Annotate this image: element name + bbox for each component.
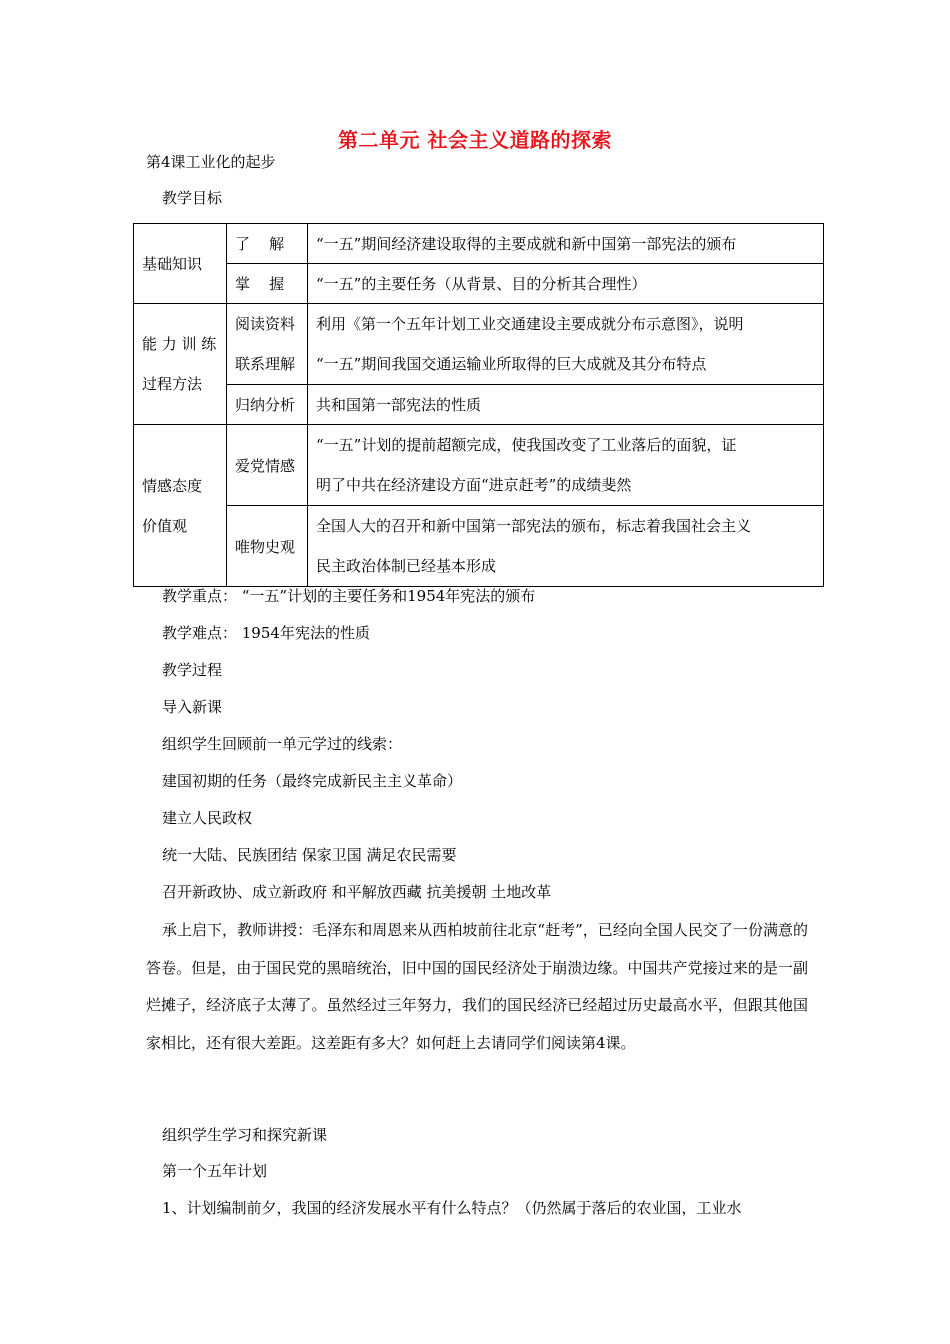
category-ability-line1: 能 力 训 练 [142,335,217,353]
row-label-reading-line2: 联系理解 [235,355,296,373]
row-label-understand: 了 解 [227,224,308,264]
section-heading: 第一个五年计划 [162,1162,268,1180]
category-basic-knowledge: 基础知识 [134,224,227,304]
question-1: 1、计划编制前夕，我国的经济发展水平有什么特点？（仍然属于落后的农业国，工业水 [162,1199,742,1217]
lesson-title: 第4课工业化的起步 [146,153,276,171]
objectives-heading: 教学目标 [162,189,223,207]
row-content-party-line2: 明了中共在经济建设方面“进京赶考”的成绩斐然 [316,476,632,494]
row-content-materialism-line2: 民主政治体制已经基本形成 [316,557,497,575]
row-content-reading [308,304,824,385]
row-content-master: “一五”的主要任务（从背景、目的分析其合理性） [308,264,824,304]
process-heading: 教学过程 [162,661,223,679]
row-content-party [308,425,824,506]
category-ability-line2: 过程方法 [142,375,203,393]
row-label-reading-line1: 阅读资料 [235,315,296,333]
row-content-analysis: 共和国第一部宪法的性质 [308,385,824,425]
row-content-materialism-line1: 全国人大的召开和新中国第一部宪法的颁布，标志着我国社会主义 [316,517,752,535]
key-point: 教学重点： “一五”计划的主要任务和1954年宪法的颁布 [162,587,536,605]
review-item: 建国初期的任务（最终完成新民主主义革命） [162,772,463,790]
category-emotion-line2: 价值观 [142,516,188,535]
row-content-materialism [308,506,824,587]
row-content-party-line1: “一五”计划的提前超额完成，使我国改变了工业落后的面貌，证 [316,436,737,454]
row-content-understand: “一五”期间经济建设取得的主要成就和新中国第一部宪法的颁布 [308,224,824,264]
review-item: 建立人民政权 [162,809,253,827]
row-content-reading-line1: 利用《第一个五年计划工业交通建设主要成就分布示意图》，说明 [316,315,744,333]
row-label-party: 爱党情感 [227,425,308,506]
review-prompt: 组织学生回顾前一单元学过的线索： [162,735,403,753]
intro-heading: 导入新课 [162,698,223,716]
row-label-analysis: 归纳分析 [227,385,308,425]
category-emotion [134,425,227,587]
difficult-point: 教学难点： 1954年宪法的性质 [162,624,370,642]
category-emotion-line1: 情感态度 [142,476,203,495]
category-ability [134,304,227,425]
unit-title: 第二单元 社会主义道路的探索 [338,128,612,152]
study-prompt: 组织学生学习和探究新课 [162,1126,328,1144]
row-content-reading-line2: “一五”期间我国交通运输业所取得的巨大成就及其分布特点 [316,355,707,373]
row-label-materialism: 唯物史观 [227,506,308,587]
row-label-master: 掌 握 [227,264,308,304]
review-item: 统一大陆、民族团结 保家卫国 满足农民需要 [162,846,457,864]
objectives-table [133,223,824,587]
row-label-reading [227,304,308,385]
transition-paragraph: 承上启下，教师讲授：毛泽东和周恩来从西柏坡前往北京“赶考”，已经向全国人民交了一份满意的答卷。但是，由于国民党的黑暗统治，旧中国的国民经济处于崩溃边缘。中国共产党接过来的是一副烂摊子，经济底子太薄了。虽然经过三年努力，我们的国民经济已经超过历史最高水平，但跟其他国家相比，还有很大差距。这差距有多大？如何赶上去请同学们阅读第4课。 [146,921,808,1052]
review-item: 召开新政协、成立新政府 和平解放西藏 抗美援朝 土地改革 [162,883,552,901]
